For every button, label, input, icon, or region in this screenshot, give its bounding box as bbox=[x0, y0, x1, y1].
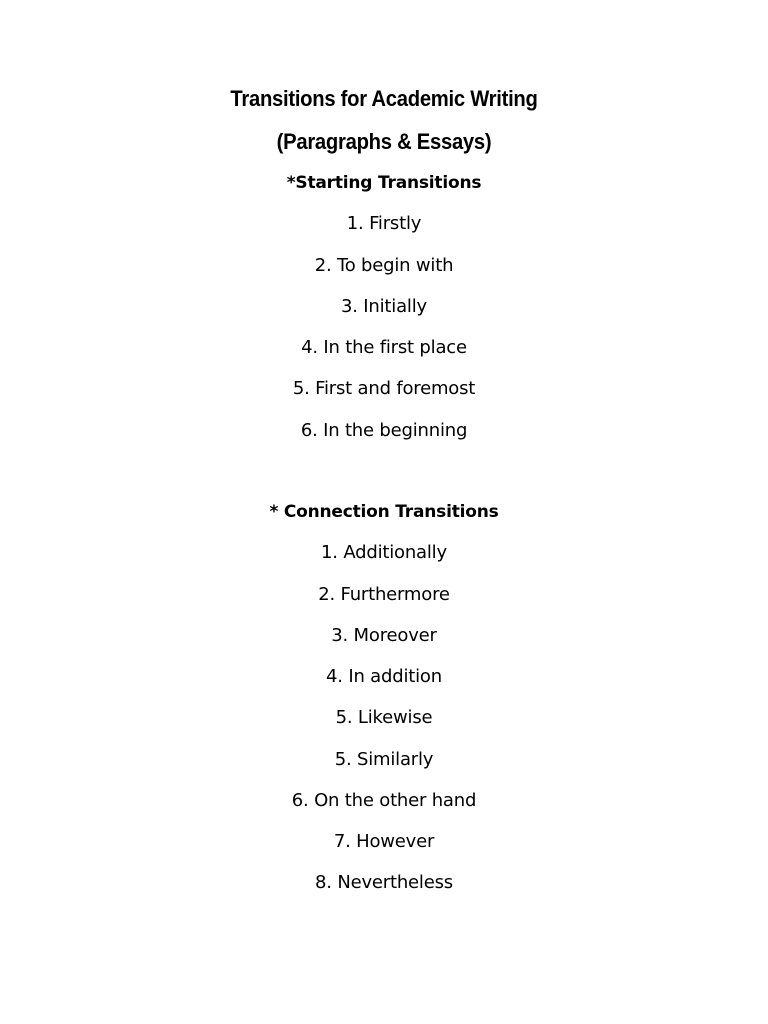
list-item: 3. Initially bbox=[341, 296, 427, 317]
list-item: 1. Additionally bbox=[321, 542, 447, 563]
list-item: 7. However bbox=[333, 831, 435, 852]
list-item: 2. Furthermore bbox=[318, 584, 450, 605]
list-item: 4. In the first place bbox=[301, 337, 467, 358]
list-item: 3. Moreover bbox=[331, 625, 437, 646]
document-title-line-1: Transitions for Academic Writing bbox=[230, 86, 538, 111]
list-item: 4. In addition bbox=[326, 666, 442, 687]
list-item: 2. To begin with bbox=[314, 255, 454, 276]
section-heading-connection: * Connection Transitions bbox=[269, 502, 499, 522]
list-item: 8. Nevertheless bbox=[315, 872, 453, 893]
list-item: 6. In the beginning bbox=[300, 420, 468, 441]
list-item: 5. First and foremost bbox=[292, 378, 476, 399]
list-item: 1. Firstly bbox=[346, 213, 422, 234]
list-item: 6. On the other hand bbox=[291, 790, 477, 811]
list-item: 5. Similarly bbox=[334, 749, 434, 770]
section-heading-starting: *Starting Transitions bbox=[286, 173, 482, 193]
document-title-line-2: (Paragraphs & Essays) bbox=[276, 129, 492, 154]
list-item: 5. Likewise bbox=[335, 707, 433, 728]
